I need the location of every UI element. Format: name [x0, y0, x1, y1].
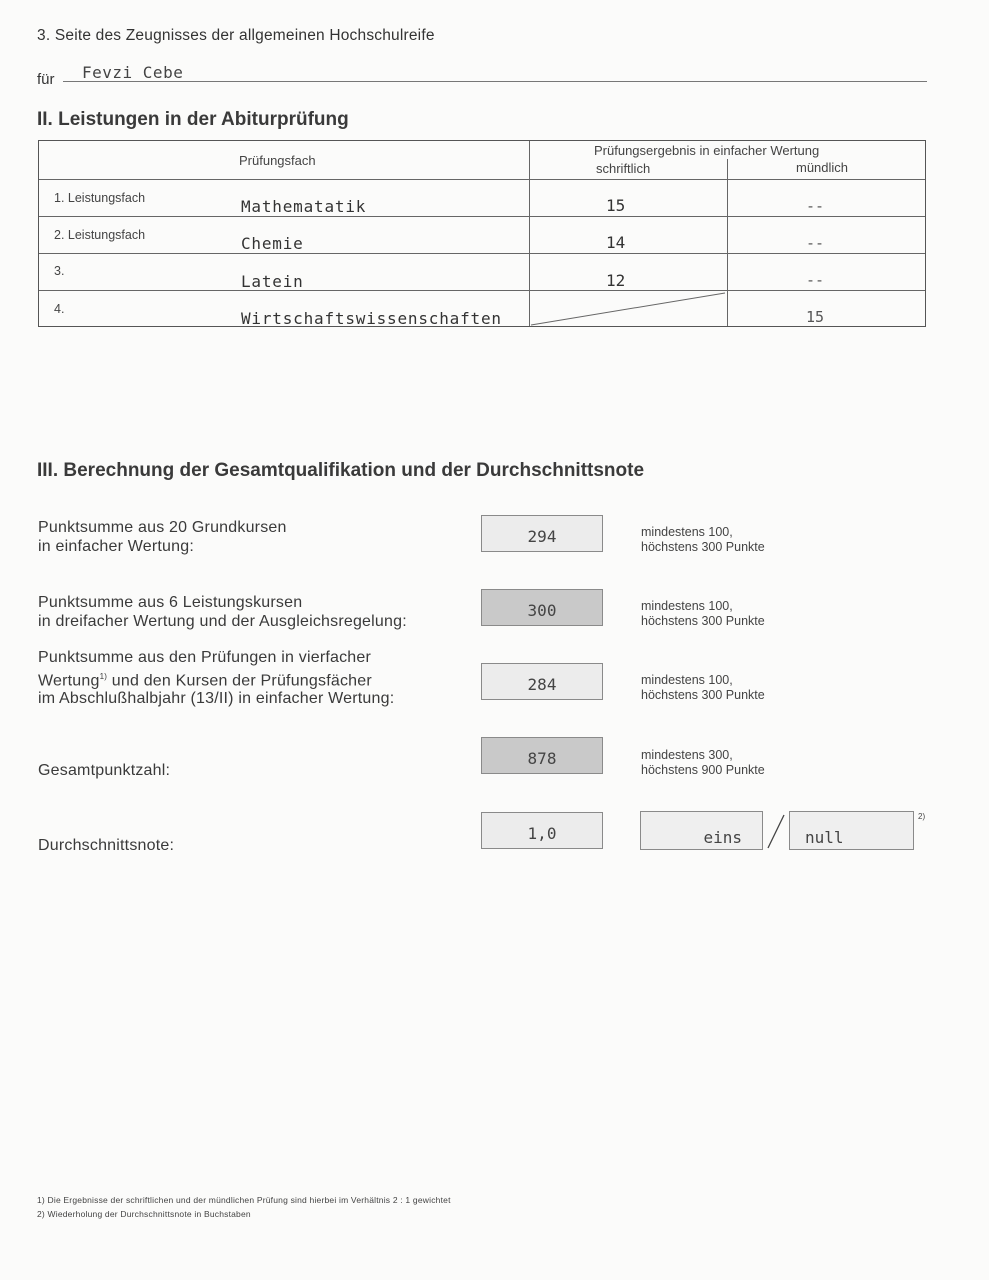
note-line: höchstens 900 Punkte	[641, 763, 765, 777]
label-line: und den Kursen der Prüfungsfächer	[111, 671, 372, 689]
table-rule	[39, 290, 925, 291]
document-page-title: 3. Seite des Zeugnisses der allgemeinen Hochschulreife	[37, 27, 435, 44]
table-rule	[39, 253, 925, 254]
written-score: 12	[606, 271, 626, 290]
note-line: mindestens 100,	[641, 599, 733, 613]
exam-results-table	[38, 140, 926, 327]
row-label: 1. Leistungsfach	[54, 191, 146, 205]
calc-label-average-grade: Durchschnittsnote:	[38, 837, 175, 854]
subject-name: Wirtschaftswissenschaften	[241, 309, 502, 328]
subject-name: Latein	[241, 272, 304, 291]
table-rule	[39, 216, 925, 217]
for-label: für	[37, 71, 55, 88]
total-points: 878	[481, 737, 603, 774]
grade-separator-slash	[764, 812, 788, 850]
label-line: im Abschlußhalbjahr (13/II) in einfacher Wertung:	[38, 690, 395, 708]
advanced-courses-total: 300	[481, 589, 603, 626]
subject-name: Chemie	[241, 234, 304, 253]
oral-score: --	[806, 234, 825, 252]
note-line: höchstens 300 Punkte	[641, 540, 765, 554]
column-header-oral: mündlich	[796, 160, 849, 175]
basic-courses-total: 294	[481, 515, 603, 552]
note-line: mindestens 100,	[641, 525, 733, 539]
note-line: höchstens 300 Punkte	[641, 614, 765, 628]
oral-score: 15	[806, 308, 825, 326]
calc-note	[641, 525, 765, 555]
calc-note	[641, 748, 765, 778]
written-score: 14	[606, 233, 626, 252]
section-3-heading: III. Berechnung der Gesamtqualifikation und der Durchschnittsnote	[37, 460, 645, 481]
label-line: Punktsumme aus 20 Grundkursen	[38, 519, 287, 536]
note-line: mindestens 100,	[641, 673, 733, 687]
row-label: 3.	[54, 264, 65, 278]
row-label: 2. Leistungsfach	[54, 228, 146, 242]
note-line: mindestens 300,	[641, 748, 733, 762]
strikeout-line	[529, 291, 727, 327]
column-header-result: Prüfungsergebnis in einfacher Wertung	[594, 143, 820, 158]
calc-note	[641, 673, 765, 703]
written-score: 15	[606, 196, 626, 215]
name-underline	[63, 81, 927, 82]
oral-score: --	[806, 197, 825, 215]
label-line-group	[38, 668, 394, 691]
section-2-heading: II. Leistungen in der Abiturprüfung	[37, 109, 349, 130]
subject-name: Mathematatik	[241, 197, 367, 216]
exam-courses-total: 284	[481, 663, 603, 700]
average-grade-words-integer: eins	[640, 811, 763, 850]
note-line: höchstens 300 Punkte	[641, 688, 765, 702]
table-rule	[727, 159, 728, 326]
student-name: Fevzi Cebe	[82, 63, 184, 82]
footnote: 1) Die Ergebnisse der schriftlichen und der mündlichen Prüfung sind hierbei im Verhältnis 2 : 1 gewichtet	[37, 1195, 451, 1205]
table-rule	[39, 179, 925, 180]
label-line: Punktsumme aus den Prüfungen in vierfacher	[38, 649, 372, 666]
average-grade-words-decimal: null	[789, 811, 914, 850]
label-line: in dreifacher Wertung und der Ausgleichsregelung:	[38, 612, 407, 630]
average-grade: 1,0	[481, 812, 603, 849]
calc-label-basic-courses	[38, 519, 287, 556]
footnote-marker: 1)	[99, 671, 108, 681]
column-header-subject: Prüfungsfach	[239, 153, 316, 168]
footnote: 2) Wiederholung der Durchschnittsnote in Buchstaben	[37, 1209, 251, 1219]
label-line: Wertung	[38, 671, 100, 689]
oral-score: --	[806, 271, 825, 289]
calc-note	[641, 599, 765, 629]
calc-label-total-points: Gesamtpunktzahl:	[38, 762, 171, 779]
label-line: in einfacher Wertung:	[38, 537, 194, 555]
column-header-written: schriftlich	[596, 161, 651, 176]
calc-label-advanced-courses	[38, 594, 407, 631]
label-line: Punktsumme aus 6 Leistungskursen	[38, 594, 303, 611]
row-label: 4.	[54, 302, 65, 316]
footnote-marker: 2)	[918, 812, 926, 821]
calc-label-exam-courses	[38, 649, 394, 709]
